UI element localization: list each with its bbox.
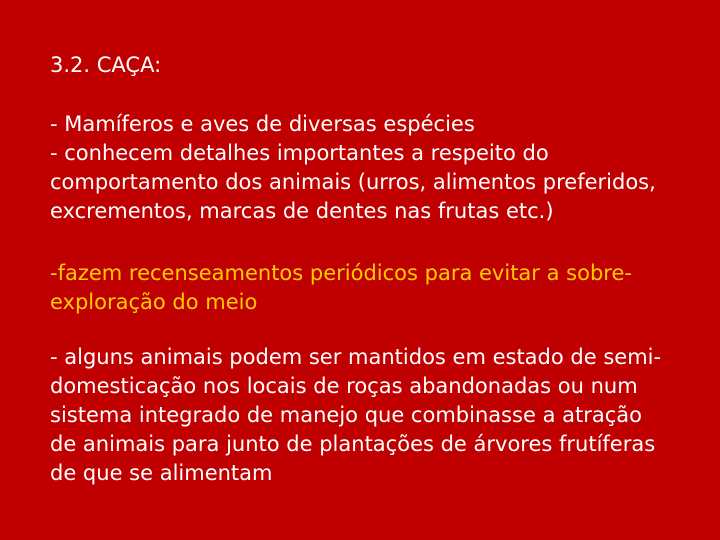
text-line: comportamento dos animais (urros, alimentos preferidos,	[50, 170, 656, 194]
text-line: domesticação nos locais de roças abandonadas ou num	[50, 374, 638, 398]
paragraph-semi-domestication	[50, 343, 715, 488]
text-line: sistema integrado de manejo que combinasse a atração	[50, 403, 643, 427]
paragraph-species-knowledge	[50, 110, 715, 226]
text-line: excrementos, marcas de dentes nas frutas etc.)	[50, 199, 554, 223]
slide-title: 3.2. CAÇA:	[50, 53, 162, 77]
text-line: de que se alimentam	[50, 461, 273, 485]
text-line: -fazem recenseamentos periódicos para evitar a sobre-	[50, 261, 632, 285]
text-line: exploração do meio	[50, 290, 258, 314]
paragraph-census-highlight	[50, 259, 715, 317]
text-line: - conhecem detalhes importantes a respeito do	[50, 141, 549, 165]
text-line: - Mamíferos e aves de diversas espécies	[50, 112, 475, 136]
text-line: de animais para junto de plantações de árvores frutíferas	[50, 432, 656, 456]
text-line: - alguns animais podem ser mantidos em estado de semi-	[50, 345, 662, 369]
